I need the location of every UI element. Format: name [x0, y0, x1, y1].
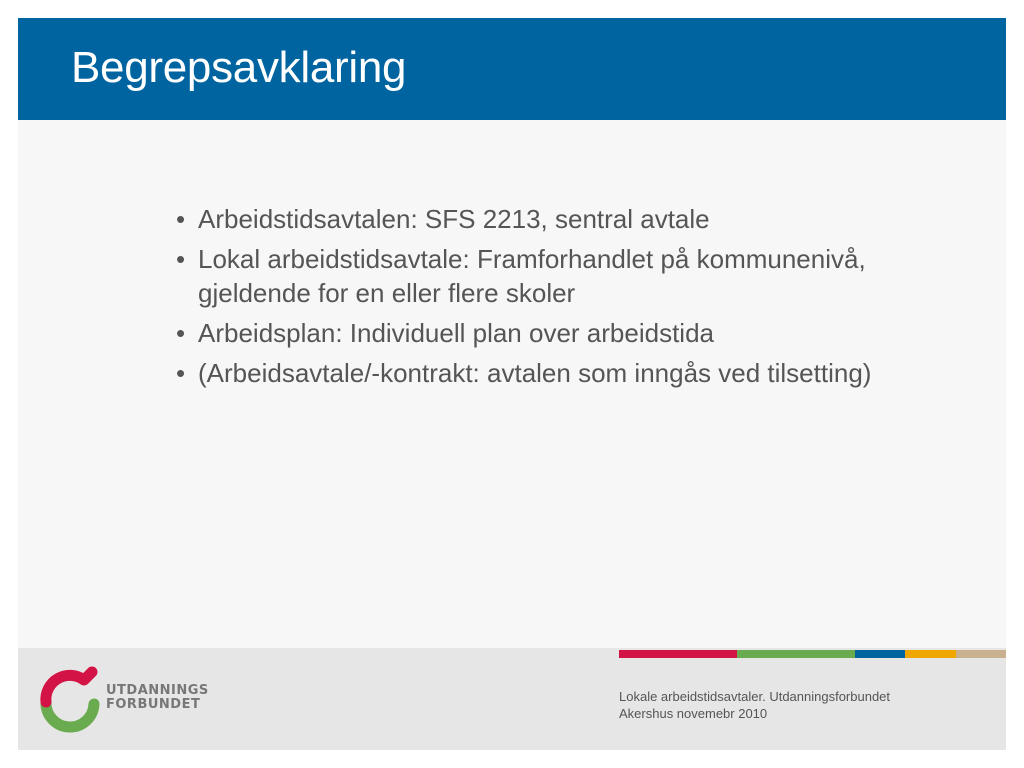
- bullet-text: Arbeidstidsavtalen: SFS 2213, sentral avtale: [198, 204, 710, 234]
- slide: [18, 18, 1006, 750]
- logo-text: [106, 684, 209, 712]
- title-bar: [18, 18, 1006, 120]
- footer-text-line-1: Lokale arbeidstidsavtaler. Utdanningsforbundet: [619, 689, 891, 704]
- logo-line-1: UTDANNINGS: [106, 683, 209, 698]
- logo-line-2: FORBUNDET: [106, 697, 201, 712]
- footer-stripe-yellow: [905, 650, 956, 658]
- bullet-marker: •: [176, 358, 186, 388]
- footer-stripe-blue: [855, 650, 905, 658]
- footer-stripe-red: [619, 650, 737, 658]
- utdanningsforbundet-logo: [38, 664, 208, 734]
- slide-title: Begrepsavklaring: [71, 43, 407, 92]
- bullet-marker: •: [176, 204, 186, 234]
- footer-text-line-2: Akershus novemebr 2010: [619, 706, 768, 721]
- footer-stripe-green: [737, 650, 855, 658]
- bullet-text: (Arbeidsavtale/-kontrakt: avtalen som inngås ved tilsetting): [198, 358, 872, 388]
- bullet-item: [176, 202, 956, 236]
- footer-text: [619, 688, 890, 722]
- bullet-text: Lokal arbeidstidsavtale: Framforhandlet på kommunenivå, gjeldende for en eller flere skoler: [198, 244, 866, 308]
- footer-stripe-tan: [956, 650, 1006, 658]
- bullet-list: [176, 202, 956, 396]
- bullet-text: Arbeidsplan: Individuell plan over arbeidstida: [198, 318, 714, 348]
- logo-ring-icon: [38, 664, 102, 734]
- bullet-item: [176, 242, 956, 310]
- footer: [18, 648, 1006, 750]
- bullet-item: [176, 356, 956, 390]
- bullet-item: [176, 316, 956, 350]
- bullet-marker: •: [176, 318, 186, 348]
- bullet-marker: •: [176, 244, 186, 274]
